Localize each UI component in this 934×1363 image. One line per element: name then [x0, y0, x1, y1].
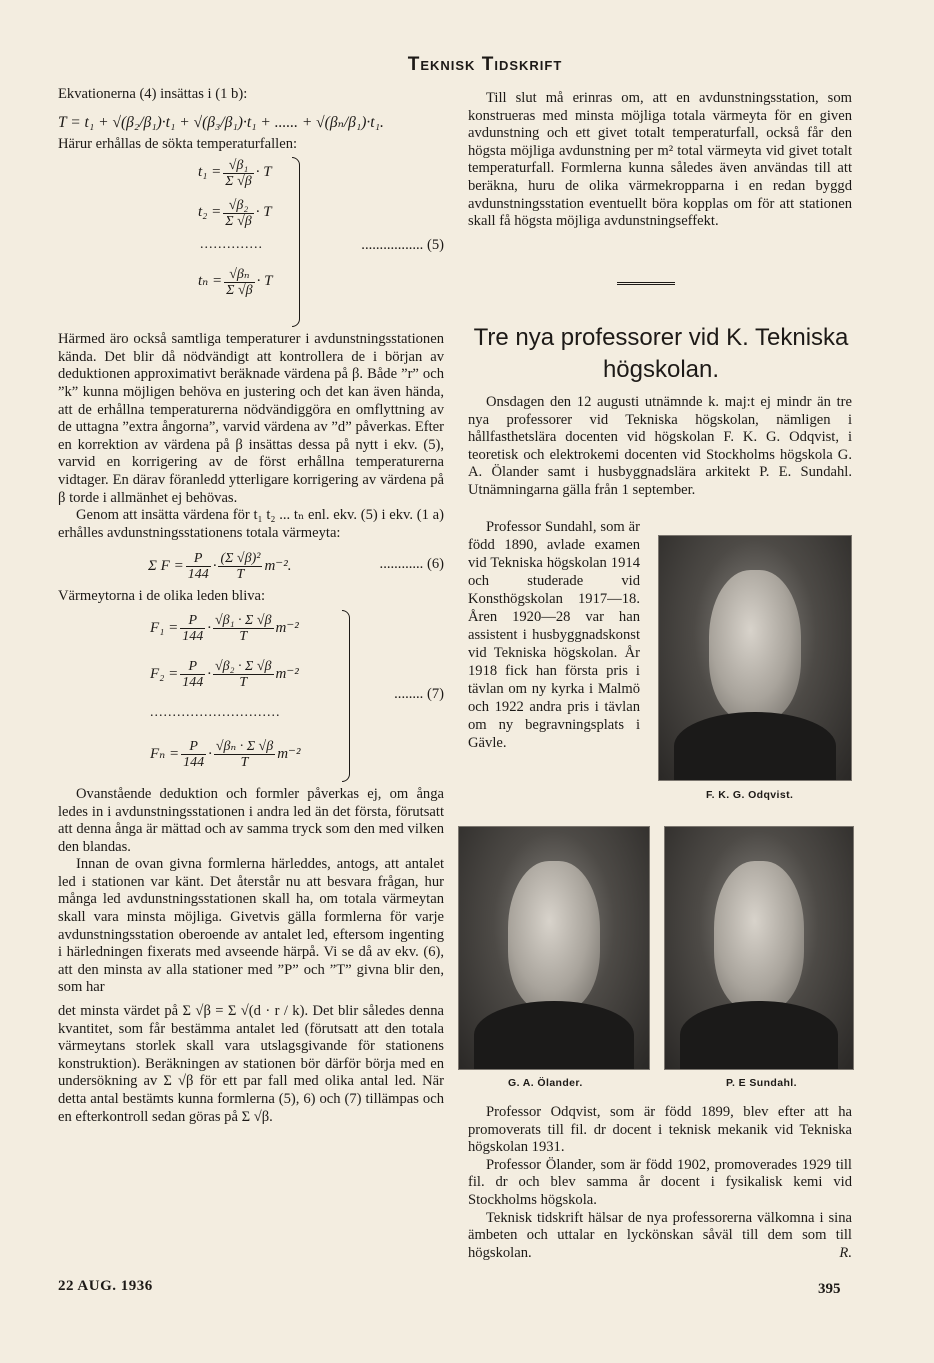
- portrait-olander: [458, 826, 650, 1070]
- equation-5: [58, 153, 444, 331]
- right-paragraph-3: Professor Sundahl, som är född 1890, avlade examen vid Tekniska högskolan 1914 och studerade vid Konsthögskolan 1917—18. Åren 1920—28 var han assistent i husbyggnadskonst vid Tekniska högskolan. År 1918 fick han första pris i tävlan om ny kyrka i Malmö och 1922 andra pris i tävlan om ny begravningsplats i Gävle.: [468, 519, 640, 751]
- sundahl-bio: [468, 518, 640, 752]
- equation-main: T = t₁ + √(β₂/β₁)·t₁ + √(β₃/β₁)·t₁ + ...... + √(βₙ/β₁)·t₁.: [58, 113, 384, 131]
- right-column-top: [468, 90, 852, 231]
- eq5-number: ................. (5): [361, 237, 444, 254]
- caption-olander: G. A. Ölander.: [508, 1077, 583, 1089]
- portrait-odqvist: [658, 535, 852, 781]
- section-divider: [617, 282, 675, 285]
- eq7-number: ........ (7): [394, 685, 444, 702]
- paragraph-6: det minsta värdet på Σ √β = Σ √(d · r / k). Det blir således denna kvantitet, som får bestämma antalet led (förutsatt att den totala värmeytans storlek skall vara utslagsgivande för stationens konstruktion). Beräkningen av stationen bör därför börja med en undersökning av Σ √β för ett par fall med olika antal led. När detta antal bestämts kunna formlerna (5), 6) och (7) tillämpas och en efterkontroll sedan göras på Σ √β.: [58, 1003, 444, 1125]
- right-column-bottom: [468, 1104, 852, 1262]
- right-paragraph-1: Till slut må erinras om, att en avdunstningsstation, som konstrueras med minsta möjliga totala värmeyta för en given avdunstning och ett givet totalt temperaturfall, också får den högsta möjliga avdunstning per m² total värmeyta vid givet totalt temperaturfall. Formlerna kunna således även användas till att beräkna, huru de olika värmekropparna i en redan byggd avdunstningsstation eventuellt böra kopplas om för att stationen skall få högsta möjliga avdunstningseffekt.: [468, 90, 852, 230]
- issue-date: 22 AUG. 1936: [58, 1278, 153, 1294]
- hence-text: Härur erhållas de sökta temperaturfallen:: [58, 135, 298, 152]
- equation-6: Σ F = $\frac{P}{144}$ · $\frac{\text{(Σ √β)²}}{T}$ m⁻². ............ (6): [148, 550, 444, 582]
- eq6-number: ............ (6): [379, 556, 444, 573]
- paragraph-3: Värmeytorna i de olika leden bliva:: [58, 588, 266, 605]
- right-paragraph-6: Teknisk tidskrift hälsar de nya professorerna välkomna i sina ämbeten och uttalar en lyckönskan såväl till dem som till högskolan. R.: [468, 1209, 852, 1261]
- eq7-row-1: F₁ = $\frac{P}{144}$ · $\frac{\text{√β₁ · Σ √β}}{T}$ m⁻²: [150, 613, 299, 645]
- portrait-sundahl: [664, 826, 854, 1070]
- right-paragraph-2-block: [468, 394, 852, 500]
- eq5-row-2: t₂ = $\frac{\text{√β₂}}{\Sigma √\beta}$ · T: [198, 197, 272, 229]
- right-paragraph-4: Professor Odqvist, som är född 1899, blev efter att ha promoverats till fil. dr docent i teknisk mekanik vid Tekniska högskolan 1931.: [468, 1104, 852, 1156]
- eq5-brace: [292, 157, 300, 327]
- intro-text: Ekvationerna (4) insättas i (1 b):: [58, 86, 248, 102]
- journal-header: Teknisk Tidskrift: [407, 54, 563, 75]
- eq7-row-2: F₂ = $\frac{P}{144}$ · $\frac{\text{√β₂ · Σ √β}}{T}$ m⁻²: [150, 659, 299, 691]
- eq7-row-n: Fₙ = $\frac{P}{144}$ · $\frac{\text{√βₙ · Σ √β}}{T}$ m⁻²: [150, 739, 301, 771]
- eq5-row-n: tₙ = $\frac{\text{√βₙ}}{\Sigma √\beta}$ · T: [198, 266, 273, 298]
- caption-odqvist: F. K. G. Odqvist.: [706, 789, 794, 801]
- paragraph-5: Innan de ovan givna formlerna härleddes, antogs, att antalet led i stationen var känt. Det återstår nu att besvara frågan, hur många led avdunstningsstationen skall ha, om totala värmeytan skall vara minsta möjliga. Givetvis gälla formlerna för varje avdunstningsstation oberoende av antalet led, eftersom ingenting i härledningen fixerats med avseende härpå. Vi se då av ekv. (6), att den minsta av alla stationer med ”P” och ”T” givna blir den, som har: [58, 856, 444, 996]
- paragraph-4: Ovanstående deduktion och formler påverkas ej, om ånga ledes in i avdunstningsstationen i andra led än det första, förutsatt att denna ånga är mättad och av samma tryck som den med vilken den blandas.: [58, 785, 444, 855]
- eq7-brace: [342, 610, 350, 782]
- right-paragraph-5: Professor Ölander, som är född 1902, promoverades 1929 till fil. dr och blev samma år docent i fysikalisk kemi vid Stockholms högskola.: [468, 1156, 852, 1208]
- paragraph-2: Genom att insätta värdena för t₁ t₂ ... tₙ enl. ekv. (5) i ekv. (1 a) erhålles avdunstningsstationens totala värmeyta:: [58, 507, 444, 541]
- article-headline: Tre nya professorer vid K. Tekniska högskolan.: [473, 324, 849, 383]
- page-number: 395: [818, 1281, 841, 1297]
- left-column: [58, 86, 444, 1126]
- eq5-row-1: t₁ = $\frac{\text{√β₁}}{\Sigma √\beta}$ · T: [198, 157, 272, 189]
- eq7-dots: .............................: [150, 704, 281, 720]
- equation-7: [58, 606, 444, 786]
- right-paragraph-2: Onsdagen den 12 augusti utnämnde k. maj:t ej mindr än tre nya professorer vid Tekniska högskolan, nämligen i hållfasthetslära docenten vid högskolan F. K. G. Odqvist, i teoretisk och elektrokemi docenten vid Stockholms högskola G. A. Ölander samt i husbyggnadslära arkitekt P. E. Sundahl. Utnämningarna gälla från 1 september.: [468, 394, 852, 498]
- paragraph-1: Härmed äro också samtliga temperaturer i avdunstningsstationen kända. Det blir då nödvändigt att kontrollera de i början av deduktionen approximativt beräknade värdena på β. Både ”r” och ”k” kunna möjligen behöva en justering och det kan även hända, att de erhållna temperaturerna nödvändiggöra en omflyttning av de uttagna ”extra ångorna”, varvid värdena av ”d” påverkas. Efter en korrektion av värdena på β insättas dessa på nytt i ekv. (5), varvid en korrigering av de först erhållna temperaturerna vidtager. En därav föranledd ytterligare korrigering av värdena på β torde i allmänhet ej behövas.: [58, 331, 444, 506]
- signature: R.: [839, 1244, 852, 1261]
- caption-sundahl: P. E Sundahl.: [726, 1077, 797, 1089]
- eq5-dots: ..............: [200, 237, 263, 253]
